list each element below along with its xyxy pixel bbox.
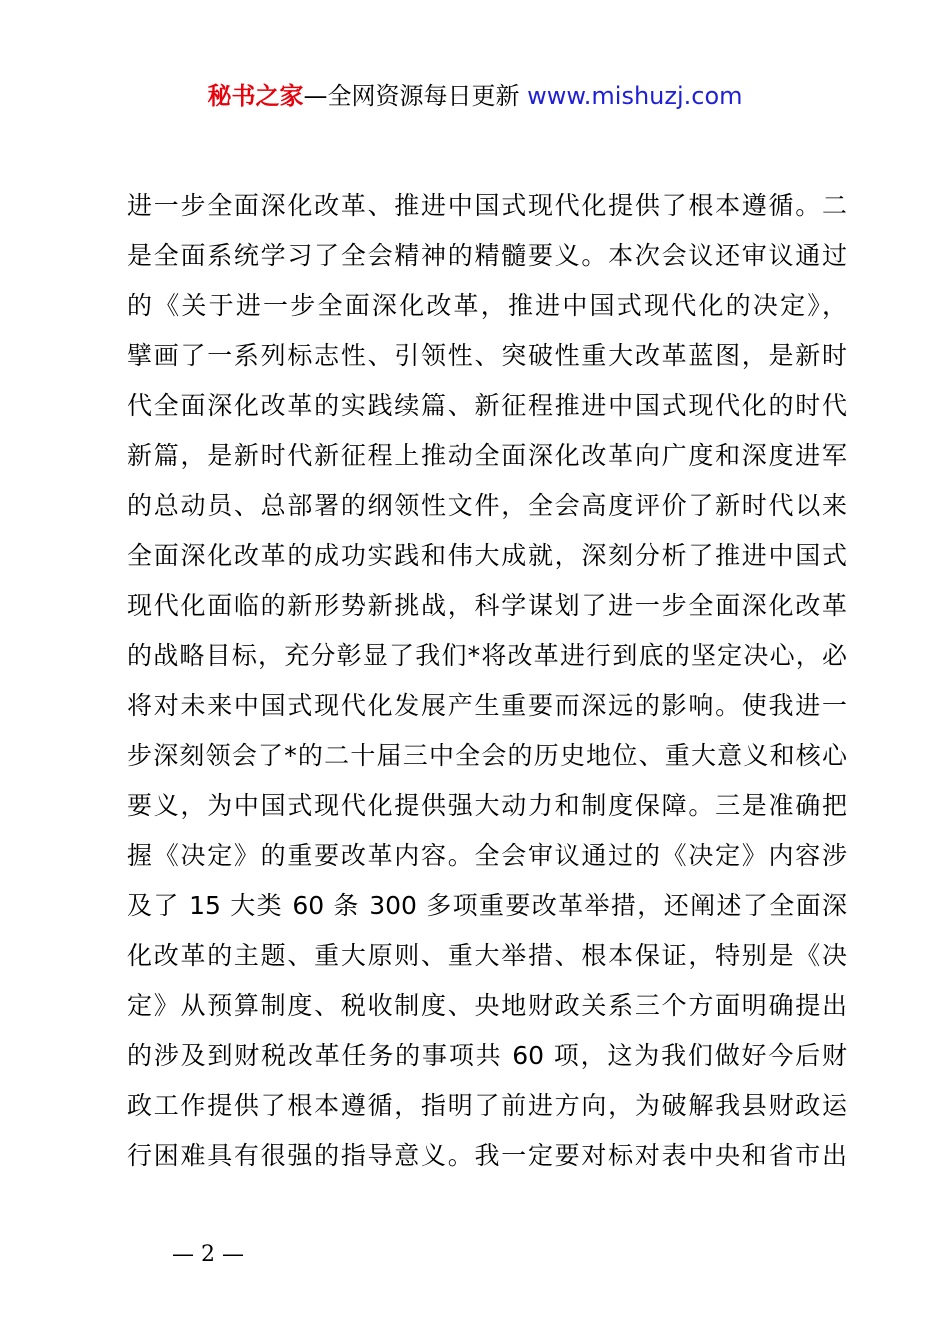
text-line: 新篇，是新时代新征程上推动全面深化改革向广度和深度进军 [127,441,847,470]
text-line: 要义，为中国式现代化提供强大动力和制度保障。三是准确把 [127,791,847,820]
header-slogan: —全网资源每日更新 [303,82,520,110]
text-line: 全面深化改革的成功实践和伟大成就，深刻分析了推进中国式 [127,541,847,570]
text-line: 行困难具有很强的指导意义。我一定要对标对表中央和省市出 [127,1141,847,1170]
page-number: — 2 — [172,1242,244,1267]
text-line: 握《决定》的重要改革内容。全会审议通过的《决定》内容涉 [127,841,847,870]
text-line: 进一步全面深化改革、推进中国式现代化提供了根本遵循。二 [127,191,847,220]
text-line: 是全面系统学习了全会精神的精髓要义。本次会议还审议通过 [127,241,847,270]
text-line: 定》从预算制度、税收制度、央地财政关系三个方面明确提出 [127,991,847,1020]
text-line: 步深刻领会了*的二十届三中全会的历史地位、重大意义和核心 [127,741,847,770]
brand-name: 秘书之家 [207,82,304,110]
text-line: 的总动员、总部署的纲领性文件，全会高度评价了新时代以来 [127,491,847,520]
page-header [0,80,950,112]
text-line: 的《关于进一步全面深化改革，推进中国式现代化的决定》， [127,291,847,320]
text-line: 代全面深化改革的实践续篇、新征程推进中国式现代化的时代 [127,391,847,420]
body-paragraph [127,181,847,1181]
text-line: 及了 15 大类 60 条 300 多项重要改革举措，还阐述了全面深 [127,891,847,920]
text-line: 现代化面临的新形势新挑战，科学谋划了进一步全面深化改革 [127,591,847,620]
text-line: 的战略目标，充分彰显了我们*将改革进行到底的坚定决心，必 [127,641,847,670]
text-line: 擘画了一系列标志性、引领性、突破性重大改革蓝图，是新时 [127,341,847,370]
text-line: 的涉及到财税改革任务的事项共 60 项，这为我们做好今后财 [127,1041,847,1070]
text-line: 化改革的主题、重大原则、重大举措、根本保证，特别是《决 [127,941,847,970]
header-url-link[interactable]: www.mishuzj.com [527,82,743,110]
text-line: 将对未来中国式现代化发展产生重要而深远的影响。使我进一 [127,691,847,720]
text-line: 政工作提供了根本遵循，指明了前进方向，为破解我县财政运 [127,1091,847,1120]
